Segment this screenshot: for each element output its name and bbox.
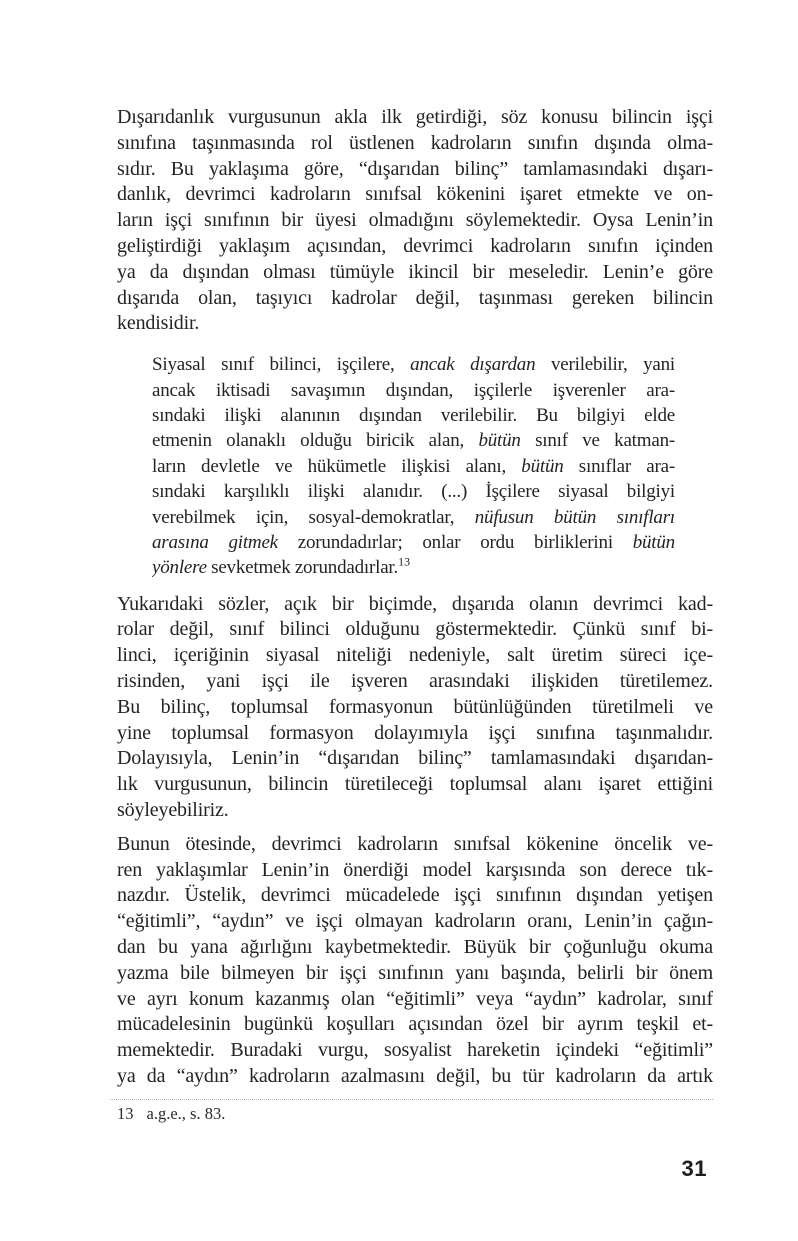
- text-segment: sındaki ilişki alanının dışından verilebilir. Bu bilgiyi elde: [152, 404, 675, 426]
- text-line: [117, 1012, 713, 1038]
- text-line: [117, 832, 713, 858]
- paragraph: [117, 592, 713, 824]
- text-segment: dan bu yana ağırlığını kaybetmektedir. Büyük bir çoğunluğu okuma: [117, 936, 713, 959]
- emphasized-text: arasına gitmek: [152, 531, 278, 553]
- text-line: [152, 555, 675, 580]
- text-line: [117, 935, 713, 961]
- text-line: [117, 208, 713, 234]
- text-segment: rolar değil, sınıf bilinci olduğunu göstermektedir. Çünkü sınıf bi-: [117, 618, 713, 641]
- text-line: [152, 530, 675, 555]
- text-segment: linci, içeriğinin siyasal niteliği nedeniyle, salt üretim süreci içe-: [117, 644, 713, 667]
- text-segment: ya da “aydın” kadroların azalmasını değil, bu tür kadroların da artık: [117, 1065, 713, 1088]
- text-line: [152, 378, 675, 403]
- text-line: [152, 352, 675, 377]
- text-line: [117, 260, 713, 286]
- text-line: [152, 403, 675, 428]
- text-line: [117, 669, 713, 695]
- block-quote: [152, 352, 675, 581]
- text-line: [117, 1064, 713, 1090]
- emphasized-text: ancak dışardan: [410, 354, 536, 376]
- text-segment: yazma bile bilmeyen bir işçi sınıfının yanı başında, belirli bir önem: [117, 961, 713, 984]
- text-line: [117, 909, 713, 935]
- text-line: [117, 987, 713, 1013]
- footnote: [117, 1103, 713, 1125]
- text-line: [117, 105, 713, 131]
- text-segment: ya da dışından olması tümüyle ikincil bir meseledir. Lenin’e göre: [117, 260, 713, 283]
- text-segment: dışarıda olan, taşıyıcı kadrolar değil, taşınması gereken bilincin: [117, 286, 713, 309]
- text-segment: sındaki karşılıklı ilişki alanıdır. (...) İşçilere siyasal bilgiyi: [152, 481, 675, 503]
- text-line: [117, 182, 713, 208]
- footnote-marker: 13: [117, 1104, 134, 1123]
- text-line: [117, 643, 713, 669]
- text-line: [117, 311, 713, 337]
- text-segment: verilebilir, yani: [535, 354, 675, 376]
- text-segment: ve ayrı konum kazanmış olan “eğitimli” veya “aydın” kadrolar, sınıf: [117, 987, 713, 1010]
- text-line: [117, 721, 713, 747]
- text-line: [152, 454, 675, 479]
- text-segment: Yukarıdaki sözler, açık bir biçimde, dışarıda olanın devrimci kad-: [117, 592, 713, 615]
- text-line: [117, 234, 713, 260]
- emphasized-text: nüfusun bütün sınıfları: [474, 506, 675, 528]
- text-line: [117, 617, 713, 643]
- emphasized-text: bütün: [632, 531, 675, 553]
- text-segment: Bunun ötesinde, devrimci kadroların sınıfsal kökenine öncelik ve-: [117, 832, 713, 855]
- text-segment: Siyasal sınıf bilinci, işçilere,: [152, 354, 411, 376]
- footnote-separator: [110, 1099, 713, 1100]
- text-line: [152, 479, 675, 504]
- text-line: [117, 772, 713, 798]
- text-segment: sınıflar ara-: [563, 455, 675, 477]
- text-segment: sıdır. Bu yaklaşıma göre, “dışarıdan bilinç” tamlamasındaki dışarı-: [117, 157, 713, 180]
- page-number: 31: [681, 1156, 707, 1181]
- footnote-text: a.g.e., s. 83.: [146, 1104, 226, 1123]
- text-segment: nazdır. Üstelik, devrimci mücadelede işçi sınıfının dışından yetişen: [117, 884, 713, 907]
- page-body-text: [117, 105, 713, 1090]
- text-segment: yine toplumsal formasyon dolayımıyla işçi sınıfına taşınmalıdır.: [117, 721, 713, 744]
- text-segment: risinden, yani işçi ile işveren arasındaki ilişkiden türetilemez.: [117, 670, 713, 693]
- emphasized-text: bütün: [478, 430, 521, 452]
- text-line: [117, 695, 713, 721]
- text-line: [117, 746, 713, 772]
- text-line: [117, 858, 713, 884]
- text-segment: zorundadırlar; onlar ordu birliklerini: [277, 531, 633, 553]
- text-segment: Bu bilinç, toplumsal formasyonun bütünlüğünden türetilmeli ve: [117, 695, 713, 718]
- text-segment: kendisidir.: [117, 312, 200, 335]
- text-segment: geliştirdiği yaklaşım açısından, devrimci kadroların sınıfın içinden: [117, 234, 713, 257]
- text-segment: sınıf ve katman-: [520, 430, 675, 452]
- text-segment: “eğitimli”, “aydın” ve işçi olmayan kadroların oranı, Lenin’in çağın-: [117, 910, 713, 933]
- text-segment: mücadelesinin bugünkü koşulları açısından özel bir ayrım teşkil et-: [117, 1013, 713, 1036]
- text-line: [117, 131, 713, 157]
- text-segment: ancak iktisadi savaşımın dışından, işçilerle işverenler ara-: [152, 379, 675, 401]
- paragraph: [117, 832, 713, 1090]
- text-line: [117, 592, 713, 618]
- text-segment: sevketmek zorundadırlar.: [206, 557, 399, 579]
- text-line: [117, 883, 713, 909]
- text-segment: memektedir. Buradaki vurgu, sosyalist hareketin içindeki “eğitimli”: [117, 1039, 713, 1062]
- text-segment: Dolayısıyla, Lenin’in “dışarıdan bilinç” tamlamasındaki dışarıdan-: [117, 747, 713, 770]
- text-segment: sınıfına taşınmasında rol üstlenen kadroların sınıfın dışında olma-: [117, 131, 713, 154]
- text-segment: söyleyebiliriz.: [117, 799, 229, 822]
- footnote-reference: 13: [398, 555, 411, 569]
- paragraph: [117, 105, 713, 337]
- text-segment: etmenin olanaklı olduğu biricik alan,: [152, 430, 479, 452]
- text-segment: lık vurgusunun, bilincin türetileceği toplumsal alanı işaret ettiğini: [117, 773, 713, 796]
- text-segment: danlık, devrimci kadroların sınıfsal kökenini işaret etmekte ve on-: [117, 183, 713, 206]
- text-line: [117, 798, 713, 824]
- text-segment: verebilmek için, sosyal-demokratlar,: [152, 506, 475, 528]
- emphasized-text: yönlere: [152, 557, 207, 579]
- text-line: [152, 428, 675, 453]
- text-line: [152, 505, 675, 530]
- text-line: [117, 157, 713, 183]
- text-line: [117, 961, 713, 987]
- text-segment: ren yaklaşımlar Lenin’in önerdiği model karşısında son derece tık-: [117, 858, 713, 881]
- text-segment: Dışarıdanlık vurgusunun akla ilk getirdiği, söz konusu bilincin işçi: [117, 106, 713, 128]
- emphasized-text: bütün: [521, 455, 564, 477]
- text-line: [117, 1038, 713, 1064]
- text-segment: ların devletle ve hükümetle ilişkisi alanı,: [152, 455, 522, 477]
- text-segment: ların işçi sınıfının bir üyesi olmadığını söylemektedir. Oysa Lenin’in: [117, 209, 713, 232]
- text-line: [117, 286, 713, 312]
